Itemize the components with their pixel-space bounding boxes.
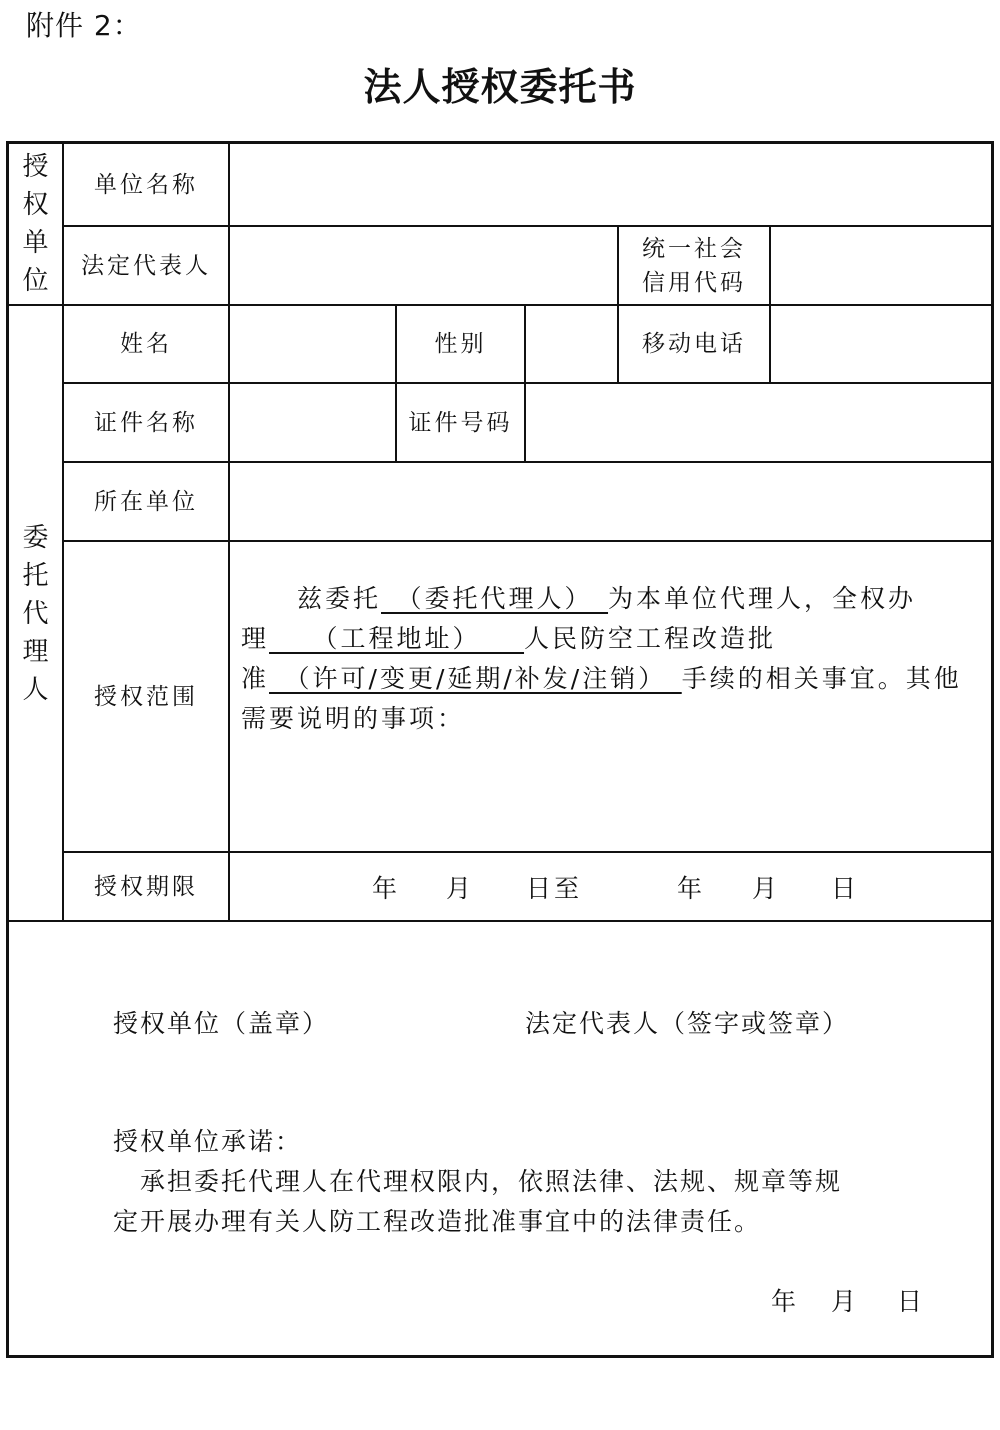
header-char: 权	[22, 190, 49, 220]
scope-paragraph	[241, 579, 989, 739]
name-label: 姓名	[120, 331, 172, 357]
scope-text: 为本单位代理人，全权办理	[241, 584, 917, 653]
agent-blank[interactable]: （委托代理人）	[381, 584, 609, 613]
header-char: 授	[22, 152, 49, 182]
attachment-label: 附件 2：	[26, 9, 142, 42]
period-start-month: 月	[446, 874, 472, 903]
period-start-day: 日至	[526, 874, 583, 903]
employer-label: 所在单位	[94, 488, 198, 515]
credit-code-field[interactable]	[771, 227, 994, 304]
form-table	[6, 141, 994, 1358]
agent-header	[9, 474, 62, 754]
scope-label: 授权范围	[94, 683, 198, 710]
commitment-text: 定开展办理有关人防工程改造批准事宜中的法律责任。	[113, 1207, 762, 1236]
scope-text: 兹委托	[241, 584, 382, 613]
id-number-field[interactable]	[526, 384, 994, 461]
mobile-field[interactable]	[771, 306, 994, 382]
credit-code-label	[619, 227, 769, 304]
gender-label: 性别	[434, 331, 487, 357]
credit-code-label-line: 信用代码	[642, 269, 746, 296]
header-char: 托	[22, 561, 49, 591]
authorizing-unit-header	[9, 144, 62, 304]
commitment-date-year: 年	[771, 1287, 799, 1316]
header-char: 人	[22, 675, 49, 705]
scope-text: 手续的相关事宜。其他需要说明的事项：	[241, 664, 962, 733]
header-char: 单	[22, 228, 49, 258]
id-type-label: 证件名称	[94, 409, 198, 436]
period-end-year: 年	[677, 874, 703, 903]
mobile-label: 移动电话	[642, 331, 746, 357]
scope-text: 人民防空工程改造批准	[241, 624, 777, 693]
legal-rep-signature-label: 法定代表人（签字或签章）	[525, 1009, 850, 1038]
header-char: 代	[22, 599, 49, 629]
credit-code-label-line: 统一社会	[642, 235, 746, 262]
id-type-field[interactable]	[230, 384, 395, 461]
period-end-day: 日	[831, 874, 857, 903]
gender-field[interactable]	[526, 306, 617, 382]
unit-name-label: 单位名称	[94, 171, 198, 198]
id-number-label: 证件号码	[408, 409, 513, 436]
document-title: 法人授权委托书	[363, 64, 637, 109]
header-char: 位	[22, 266, 49, 296]
employer-field[interactable]	[230, 463, 994, 540]
period-field[interactable]	[230, 853, 994, 920]
legal-rep-label: 法定代表人	[81, 252, 211, 279]
header-char: 委	[22, 523, 49, 553]
period-start-year: 年	[372, 874, 398, 903]
commitment-heading: 授权单位承诺：	[113, 1127, 303, 1156]
address-blank[interactable]: （工程地址）	[269, 624, 525, 653]
header-char: 理	[22, 637, 49, 667]
period-end-month: 月	[752, 874, 778, 903]
unit-seal-label: 授权单位（盖章）	[113, 1009, 330, 1038]
period-label: 授权期限	[94, 873, 198, 900]
section-divider	[9, 920, 994, 922]
commitment-date-month: 月	[831, 1287, 859, 1316]
commitment-date-day: 日	[897, 1287, 925, 1316]
unit-name-field[interactable]	[230, 144, 994, 225]
legal-rep-field[interactable]	[230, 227, 617, 304]
name-field[interactable]	[230, 306, 395, 382]
commitment-text: 承担委托代理人在代理权限内，依照法律、法规、规章等规	[113, 1167, 843, 1196]
procedure-type-blank[interactable]: （许可/变更/延期/补发/注销）	[269, 664, 682, 693]
